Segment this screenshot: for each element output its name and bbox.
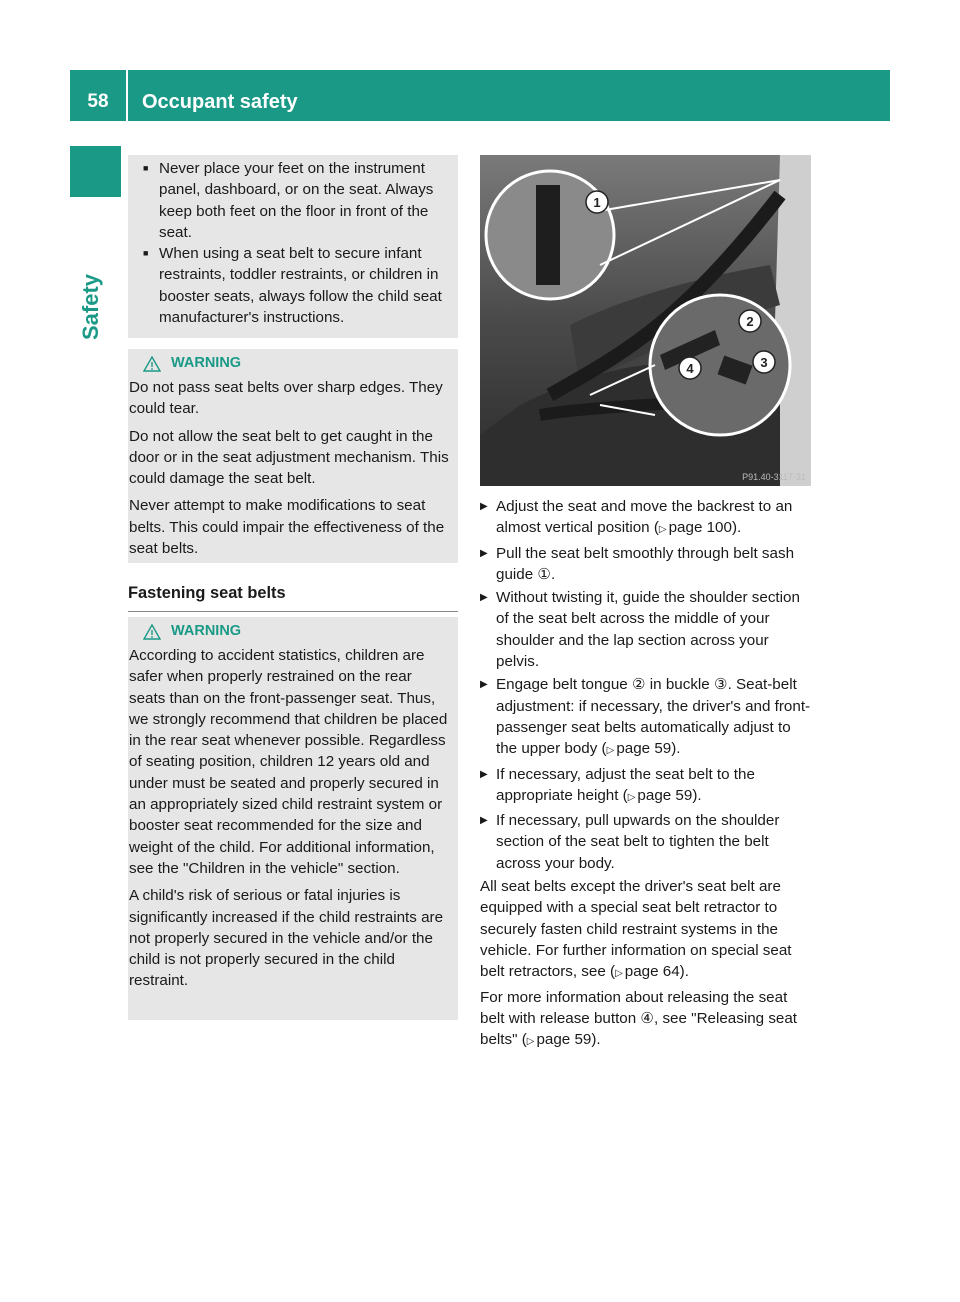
warning-heading-text: WARNING: [171, 623, 242, 640]
section-marker: [70, 146, 121, 197]
warning-paragraph: According to accident statistics, children are safer when properly restrained on the rear seats than on the front-passenger seat. Thus, we strongly recommend that children be placed in the rear seat whenever possible. Regardless of seating position, children 12 years old and under must be seated and properly secured in an appropriately sized child restraint system or booster seat recommended for the size and weight of the child. For additional information, see the "Children in the vehicle" section.: [129, 647, 448, 877]
warning-heading: [143, 622, 458, 642]
instructions: [480, 496, 812, 1054]
warning-heading: [143, 354, 458, 374]
warning-box-2: [128, 617, 458, 1020]
sidebar-label: Safety: [78, 273, 103, 340]
warning-paragraph: Never attempt to make modifications to seat belts. This could impair the effectiveness of the seat belts.: [129, 497, 445, 558]
warning-paragraph: A child's risk of serious or fatal injuries is significantly increased if the child restraints are not properly secured in the vehicle and/or the child is not properly secured in the child restraint.: [129, 887, 444, 990]
section-title: Fastening seat belts: [128, 584, 458, 612]
intro-box: [128, 155, 458, 338]
warning-paragraph: Do not pass seat belts over sharp edges. They could tear.: [129, 379, 443, 418]
step-item: ▶ Engage belt tongue ② in buckle ③. Seat-belt adjustment: if necessary, the driver's and front-passenger seat belts automatically adjust to the upper body (▷ page 59).: [480, 674, 812, 761]
page-title: Occupant safety: [142, 91, 298, 113]
figure-code: P91.40-3117-31: [742, 472, 806, 482]
svg-text:2: 2: [746, 314, 754, 329]
warning-box-1: [128, 349, 458, 563]
body-paragraph: All seat belts except the driver's seat belt are equipped with a special seat belt retractor to securely fasten child restraint systems in the vehicle. For further information on special seat belt retractors, see (▷ page 64).: [480, 876, 812, 984]
warning-paragraph: Do not allow the seat belt to get caught in the door or in the seat adjustment mechanism. This could damage the seat belt.: [129, 427, 449, 488]
callout-3: [753, 351, 775, 373]
step-item: ▶ Pull the seat belt smoothly through belt sash guide ①.: [480, 543, 812, 586]
svg-text:3: 3: [760, 355, 768, 370]
svg-text:4: 4: [686, 361, 694, 376]
seat-belt-figure: [480, 155, 811, 486]
callout-4: [679, 357, 701, 379]
page-number: 58: [87, 91, 109, 112]
list-item: ■ Never place your feet on the instrument panel, dashboard, or on the seat. Always keep both feet on the floor in front of the seat.: [142, 158, 460, 243]
callout-1: [586, 191, 608, 213]
list-item: ■ When using a seat belt to secure infant restraints, toddler restraints, or children in booster seats, always follow the child seat manufacturer's instructions.: [142, 243, 460, 328]
step-item: ▶ Without twisting it, guide the shoulder section of the seat belt across the middle of your shoulder and the lap section across your pelvis.: [480, 587, 812, 672]
callout-2: [739, 310, 761, 332]
page-header: [70, 70, 890, 121]
step-item: ▶ If necessary, pull upwards on the shoulder section of the seat belt to tighten the belt across your body.: [480, 810, 812, 874]
step-item: ▶ Adjust the seat and move the backrest to an almost vertical position (▷ page 100).: [480, 496, 812, 541]
seat-belt-illustration: [480, 155, 811, 486]
svg-text:1: 1: [593, 195, 601, 210]
step-item: ▶ If necessary, adjust the seat belt to the appropriate height (▷ page 59).: [480, 764, 812, 809]
step-list: [480, 496, 812, 874]
intro-bullet-list: [142, 158, 460, 328]
header-divider: [126, 70, 128, 121]
body-paragraph: For more information about releasing the seat belt with release button ④, see "Releasing seat belts" (▷ page 59).: [480, 987, 812, 1053]
warning-heading-text: WARNING: [171, 355, 242, 372]
warning-triangle-icon: [143, 624, 161, 640]
warning-triangle-icon: [143, 356, 161, 372]
